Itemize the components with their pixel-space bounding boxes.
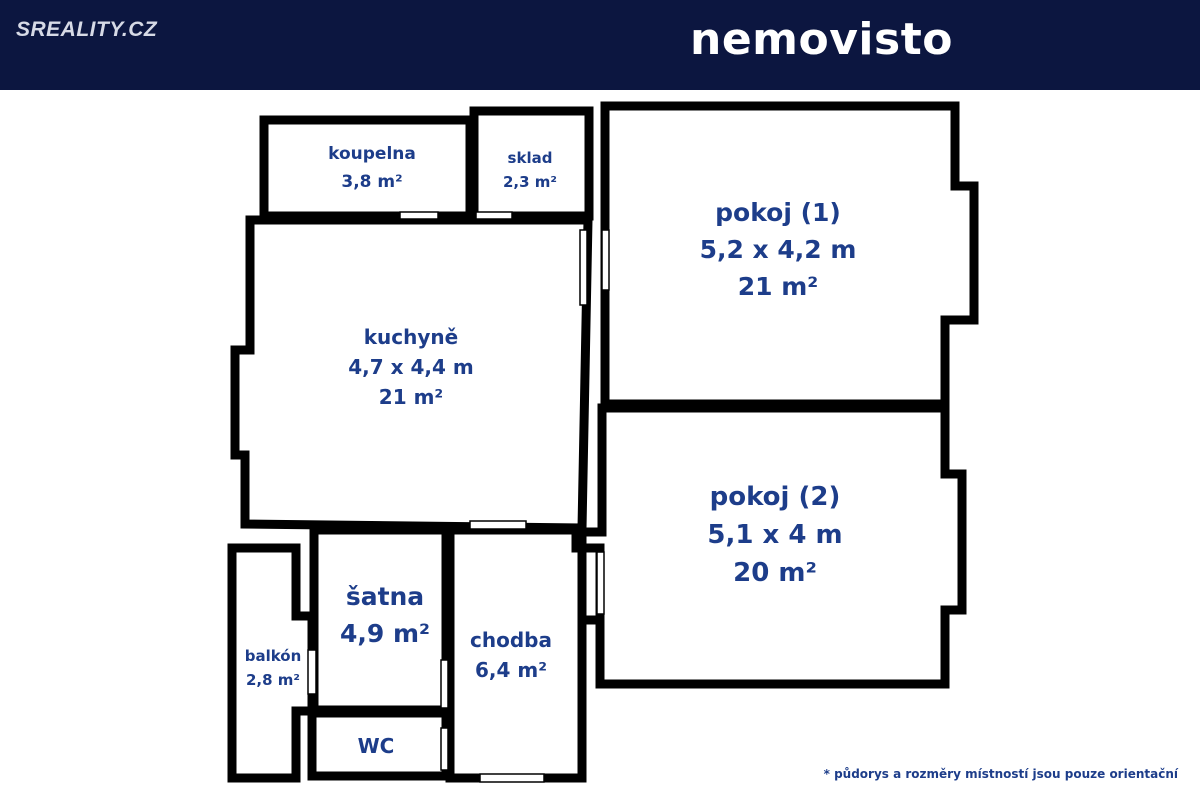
room-kuchyne — [348, 322, 474, 412]
room-wc — [358, 731, 395, 761]
room-name: kuchyně — [363, 325, 459, 349]
room-name: chodba — [470, 628, 552, 652]
sreality-logo: SREALITY.CZ — [16, 18, 158, 41]
room-area: 21 m² — [378, 385, 444, 409]
room-name: pokoj (2) — [709, 482, 841, 512]
room-area: 4,9 m² — [340, 619, 430, 648]
room-balkon — [245, 644, 302, 692]
window-pokoj2-left — [597, 552, 604, 614]
nemovisto-logo: nemovisto — [690, 14, 953, 65]
room-area: 6,4 m² — [475, 658, 547, 682]
room-area: 20 m² — [733, 558, 817, 588]
room-pokoj-1 — [700, 194, 857, 305]
room-name: sklad — [507, 149, 553, 167]
window-balkon — [308, 650, 316, 694]
room-name: šatna — [345, 582, 425, 611]
room-area: 2,3 m² — [503, 173, 557, 191]
room-area: 2,8 m² — [246, 671, 300, 689]
room-chodba — [470, 625, 552, 685]
room-sklad — [503, 146, 557, 194]
room-area: 21 m² — [737, 272, 819, 301]
window-wc-right — [441, 728, 448, 770]
window-koupelna-door — [400, 212, 438, 219]
window-kuchyne-right — [580, 230, 587, 305]
room-dimensions: 4,7 x 4,4 m — [348, 355, 474, 379]
window-satna-right — [441, 660, 448, 708]
room-name: balkón — [244, 647, 302, 665]
window-sklad-door — [476, 212, 512, 219]
room-satna — [340, 578, 430, 652]
room-name: WC — [357, 734, 395, 758]
room-area: 3,8 m² — [341, 172, 403, 192]
window-chodba-bottom — [480, 774, 544, 782]
window-kuchyne-bottom — [470, 521, 526, 529]
room-dimensions: 5,1 x 4 m — [707, 520, 843, 550]
window-pokoj1-left — [602, 230, 609, 290]
room-name: koupelna — [328, 144, 416, 164]
disclaimer-footnote: * půdorys a rozměry místností jsou pouze orientační — [823, 767, 1178, 781]
room-dimensions: 5,2 x 4,2 m — [699, 235, 857, 264]
room-name: pokoj (1) — [715, 198, 841, 227]
room-pokoj-2 — [707, 478, 842, 592]
room-koupelna — [328, 140, 416, 196]
